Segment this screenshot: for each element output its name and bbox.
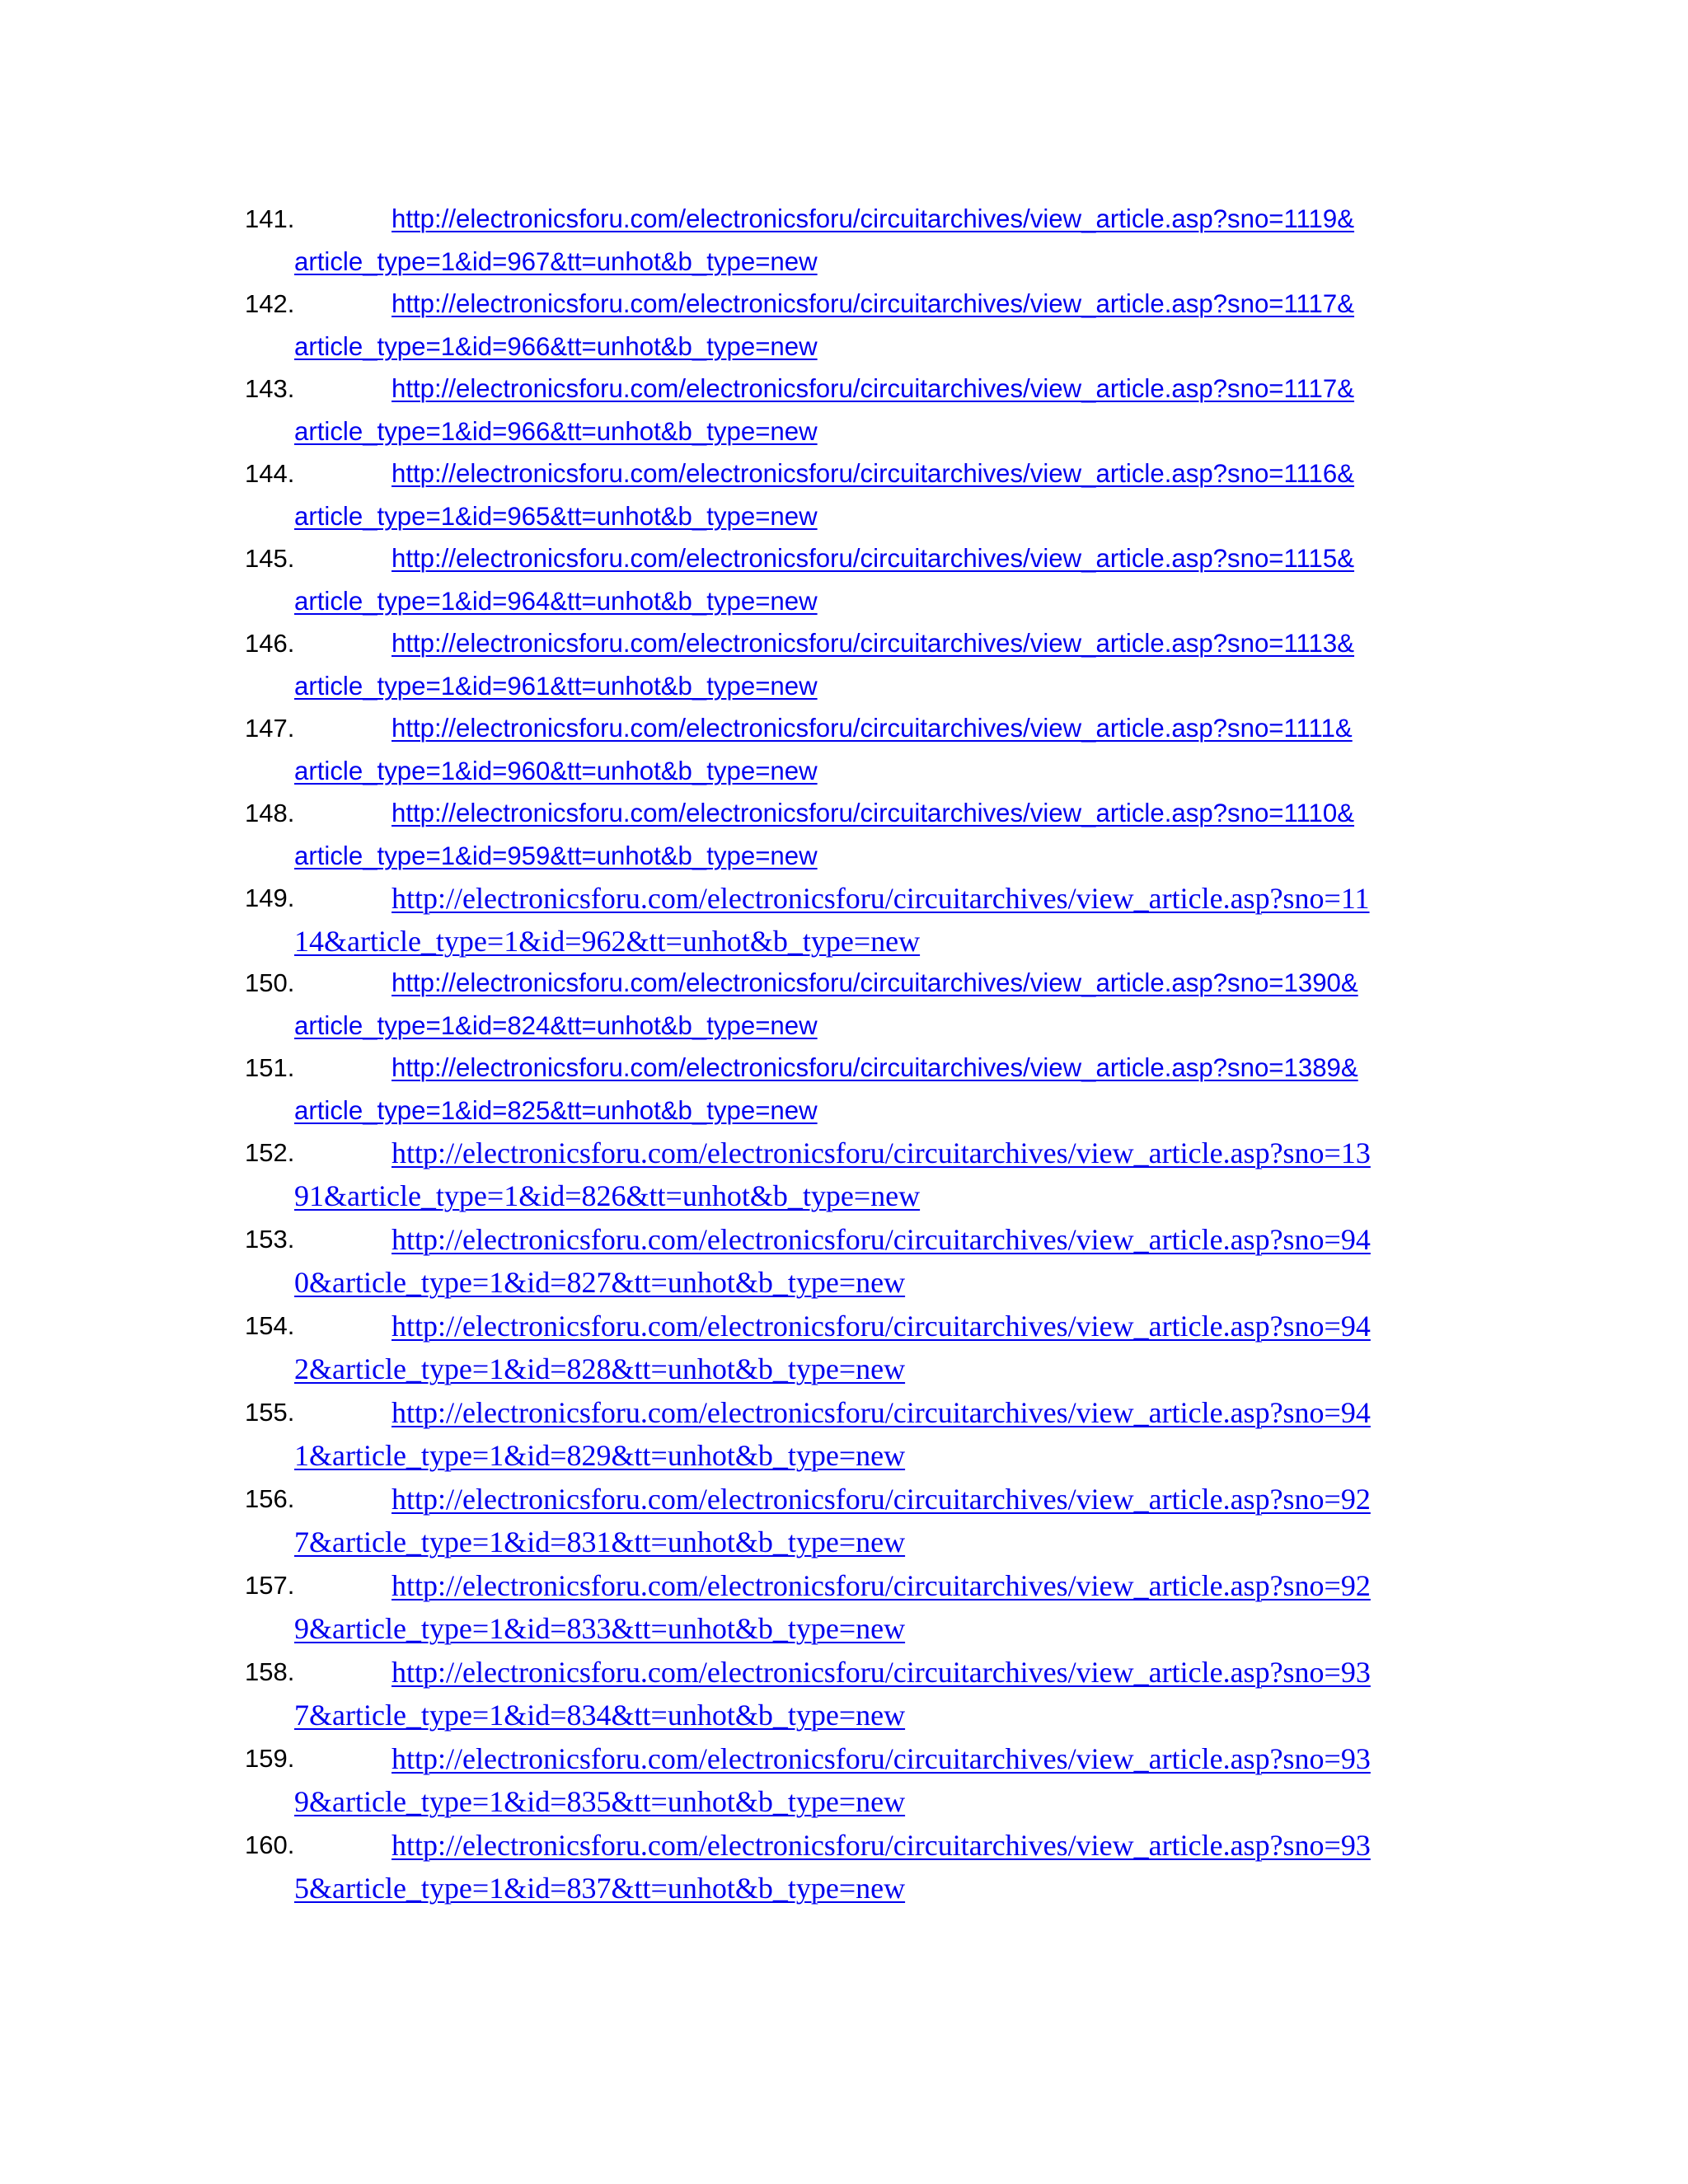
reference-link-line1[interactable]: http://electronicsforu.com/electronicsforu/circuitarchives/view_article.asp?sno=94 [392, 1310, 1371, 1343]
reference-item [245, 962, 1481, 1047]
reference-link-line2[interactable]: 14&article_type=1&id=962&tt=unhot&b_type=new [294, 925, 921, 958]
reference-link-line1[interactable]: http://electronicsforu.com/electronicsforu/circuitarchives/view_article.asp?sno=1389& [392, 1053, 1358, 1082]
reference-number: 152. [245, 1138, 295, 1167]
reference-link-line2[interactable]: article_type=1&id=966&tt=unhot&b_type=new [294, 332, 818, 361]
reference-link-line1[interactable]: http://electronicsforu.com/electronicsforu/circuitarchives/view_article.asp?sno=1117& [392, 289, 1355, 318]
reference-item [245, 1132, 1481, 1218]
reference-link-line2[interactable]: 1&article_type=1&id=829&tt=unhot&b_type=new [294, 1439, 906, 1472]
reference-item [245, 1305, 1481, 1391]
reference-link-line1[interactable]: http://electronicsforu.com/electronicsforu/circuitarchives/view_article.asp?sno=94 [392, 1223, 1371, 1256]
reference-link-line2[interactable]: article_type=1&id=825&tt=unhot&b_type=new [294, 1096, 818, 1125]
reference-item [245, 1824, 1481, 1910]
reference-number: 154. [245, 1311, 295, 1340]
reference-number: 144. [245, 459, 295, 488]
reference-number: 141. [245, 204, 295, 233]
reference-link-line2[interactable]: article_type=1&id=967&tt=unhot&b_type=new [294, 247, 818, 276]
reference-link-line2[interactable]: 9&article_type=1&id=833&tt=unhot&b_type=new [294, 1612, 906, 1645]
reference-link-line2[interactable]: 9&article_type=1&id=835&tt=unhot&b_type=new [294, 1785, 906, 1818]
reference-link-line2[interactable]: article_type=1&id=966&tt=unhot&b_type=new [294, 417, 818, 446]
reference-item [245, 1391, 1481, 1478]
reference-item [245, 1047, 1481, 1132]
reference-item [245, 1218, 1481, 1305]
reference-number: 155. [245, 1398, 295, 1427]
reference-item [245, 283, 1481, 368]
reference-item [245, 452, 1481, 537]
reference-item [245, 1564, 1481, 1651]
reference-link-line1[interactable]: http://electronicsforu.com/electronicsforu/circuitarchives/view_article.asp?sno=1390& [392, 968, 1358, 997]
reference-number: 150. [245, 968, 295, 997]
reference-item [245, 792, 1481, 877]
reference-link-line2[interactable]: article_type=1&id=959&tt=unhot&b_type=new [294, 841, 818, 870]
reference-link-line2[interactable]: 7&article_type=1&id=831&tt=unhot&b_type=new [294, 1526, 906, 1558]
reference-number: 160. [245, 1830, 295, 1859]
reference-link-line2[interactable]: 91&article_type=1&id=826&tt=unhot&b_type=new [294, 1179, 921, 1212]
reference-link-line1[interactable]: http://electronicsforu.com/electronicsforu/circuitarchives/view_article.asp?sno=13 [392, 1137, 1371, 1169]
reference-link-line2[interactable]: article_type=1&id=961&tt=unhot&b_type=new [294, 672, 818, 701]
reference-number: 158. [245, 1657, 295, 1686]
reference-link-line1[interactable]: http://electronicsforu.com/electronicsforu/circuitarchives/view_article.asp?sno=1111& [392, 714, 1353, 743]
reference-number: 153. [245, 1225, 295, 1254]
reference-item [245, 368, 1481, 452]
reference-number: 143. [245, 374, 295, 403]
reference-link-line1[interactable]: http://electronicsforu.com/electronicsforu/circuitarchives/view_article.asp?sno=1117& [392, 374, 1355, 403]
reference-item [245, 1651, 1481, 1737]
reference-number: 156. [245, 1484, 295, 1513]
reference-link-line2[interactable]: 2&article_type=1&id=828&tt=unhot&b_type=new [294, 1352, 906, 1385]
reference-link-line1[interactable]: http://electronicsforu.com/electronicsforu/circuitarchives/view_article.asp?sno=11 [392, 882, 1370, 915]
reference-link-line1[interactable]: http://electronicsforu.com/electronicsforu/circuitarchives/view_article.asp?sno=94 [392, 1396, 1371, 1429]
reference-number: 151. [245, 1053, 295, 1082]
reference-link-line2[interactable]: article_type=1&id=960&tt=unhot&b_type=new [294, 757, 818, 785]
reference-number: 148. [245, 799, 295, 827]
reference-link-line1[interactable]: http://electronicsforu.com/electronicsforu/circuitarchives/view_article.asp?sno=1119& [392, 204, 1355, 233]
reference-link-line2[interactable]: 7&article_type=1&id=834&tt=unhot&b_type=new [294, 1699, 906, 1732]
reference-link-line1[interactable]: http://electronicsforu.com/electronicsforu/circuitarchives/view_article.asp?sno=1113& [392, 629, 1355, 658]
reference-list [245, 198, 1481, 1910]
reference-number: 147. [245, 714, 295, 743]
reference-number: 159. [245, 1744, 295, 1773]
reference-number: 149. [245, 883, 295, 912]
reference-link-line1[interactable]: http://electronicsforu.com/electronicsforu/circuitarchives/view_article.asp?sno=93 [392, 1656, 1371, 1689]
reference-link-line1[interactable]: http://electronicsforu.com/electronicsforu/circuitarchives/view_article.asp?sno=1115& [392, 544, 1355, 573]
reference-item [245, 707, 1481, 792]
reference-link-line1[interactable]: http://electronicsforu.com/electronicsforu/circuitarchives/view_article.asp?sno=93 [392, 1742, 1371, 1775]
reference-link-line1[interactable]: http://electronicsforu.com/electronicsforu/circuitarchives/view_article.asp?sno=1110& [392, 799, 1355, 827]
reference-item [245, 198, 1481, 283]
reference-link-line2[interactable]: article_type=1&id=824&tt=unhot&b_type=new [294, 1011, 818, 1040]
reference-link-line1[interactable]: http://electronicsforu.com/electronicsforu/circuitarchives/view_article.asp?sno=93 [392, 1829, 1371, 1862]
reference-item [245, 622, 1481, 707]
reference-number: 145. [245, 544, 295, 573]
reference-link-line1[interactable]: http://electronicsforu.com/electronicsforu/circuitarchives/view_article.asp?sno=92 [392, 1483, 1371, 1516]
reference-item [245, 1478, 1481, 1564]
reference-item [245, 537, 1481, 622]
reference-link-line1[interactable]: http://electronicsforu.com/electronicsforu/circuitarchives/view_article.asp?sno=1116& [392, 459, 1355, 488]
reference-link-line2[interactable]: 5&article_type=1&id=837&tt=unhot&b_type=new [294, 1872, 906, 1905]
reference-number: 146. [245, 629, 295, 658]
reference-link-line2[interactable]: 0&article_type=1&id=827&tt=unhot&b_type=new [294, 1266, 906, 1299]
reference-number: 142. [245, 289, 295, 318]
reference-number: 157. [245, 1571, 295, 1600]
reference-item [245, 1737, 1481, 1824]
reference-link-line2[interactable]: article_type=1&id=965&tt=unhot&b_type=new [294, 502, 818, 531]
reference-link-line2[interactable]: article_type=1&id=964&tt=unhot&b_type=new [294, 587, 818, 616]
reference-item [245, 877, 1481, 962]
reference-link-line1[interactable]: http://electronicsforu.com/electronicsforu/circuitarchives/view_article.asp?sno=92 [392, 1569, 1371, 1602]
